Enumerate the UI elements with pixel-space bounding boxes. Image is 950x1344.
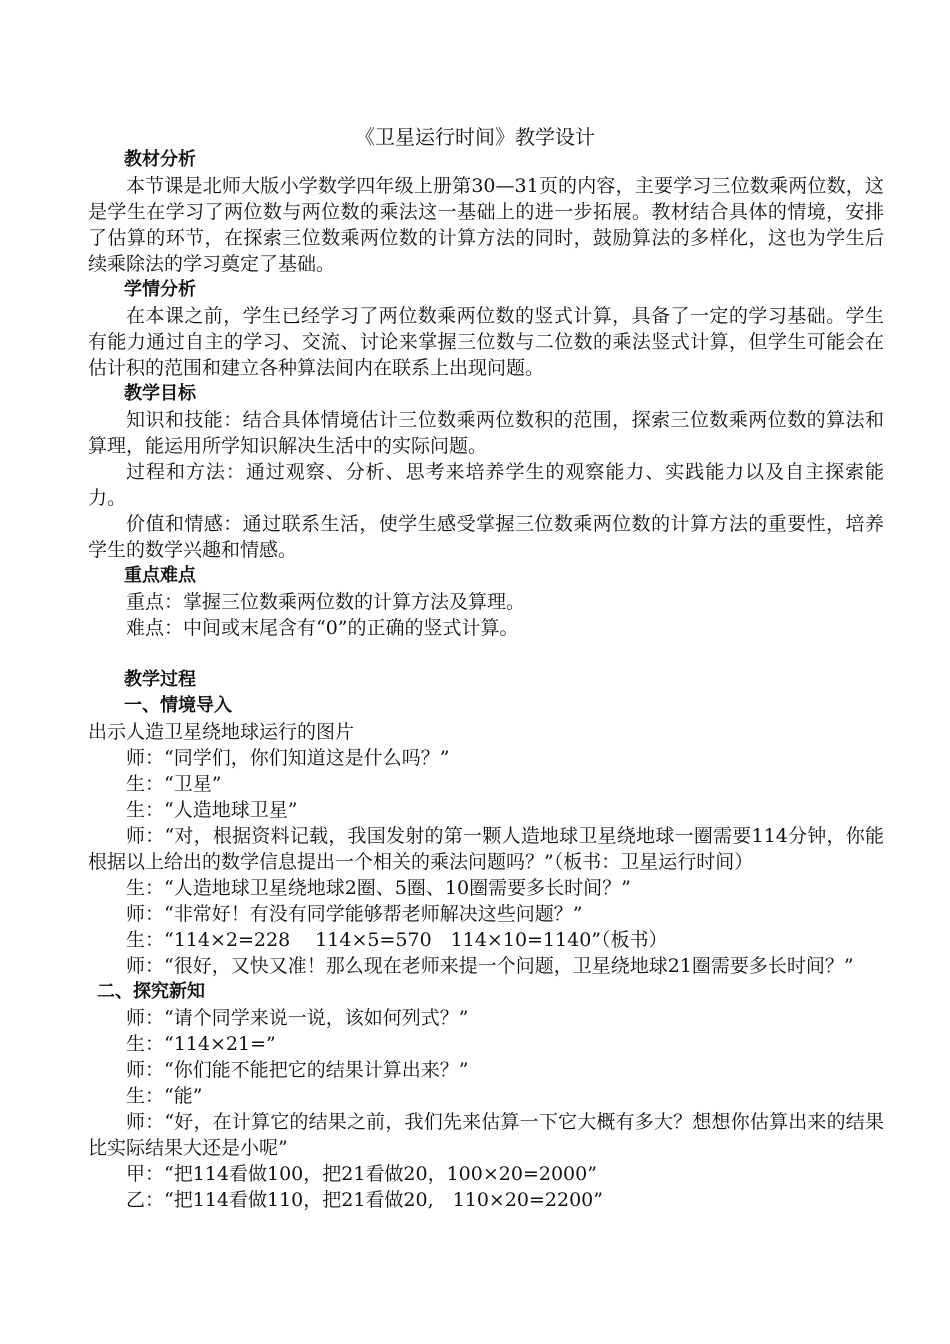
key-point: 重点：掌握三位数乘两位数的计算方法及算理。 [126,591,526,613]
heading-teaching-goals: 教学目标 [124,383,196,404]
document-title: 《卫星运行时间》教学设计 [355,125,595,149]
goal-knowledge: 知识和技能：结合具体情境估计三位数乘两位数积的范围，探索三位数乘两位数的算法和算理，能运用所学知识解决生活中的实际问题。 [88,409,884,457]
dialogue-line: 师：“同学们，你们知道这是什么吗？” [126,747,450,769]
heading-teaching-process: 教学过程 [124,669,196,690]
heading-student-analysis: 学情分析 [124,279,196,300]
dialogue-line: 生：“能” [126,1085,203,1107]
dialogue-line: 生：“卫星” [126,773,222,795]
dialogue-line: 生：“114×2=228 114×5=570 114×10=1140”（板书） [126,929,668,951]
heading-part1: 一、情境导入 [124,695,232,716]
paragraph-textbook-analysis: 本节课是北师大版小学数学四年级上册第30—31页的内容，主要学习三位数乘两位数，这是学生在学习了两位数与两位数的乘法这一基础上的进一步拓展。教材结合具体的情境，安排了估算的环节，在探索三位数乘两位数的计算方法的同时，鼓励算法的多样化，这也为学生后续乘除法的学习奠定了基础。 [88,175,884,275]
heading-key-points: 重点难点 [124,565,196,586]
dialogue-line: 师：“好，在计算它的结果之前，我们先来估算一下它大概有多大？想想你估算出来的结果比实际结果大还是小呢” [88,1111,884,1159]
dialogue-line: 师：“对，根据资料记载，我国发射的第一颗人造地球卫星绕地球一圈需要114分钟，你能根据以上给出的数学信息提出一个相关的乘法问题吗？”（板书：卫星运行时间） [88,825,884,873]
heading-textbook-analysis: 教材分析 [124,149,196,170]
dialogue-line: 生：“人造地球卫星” [126,799,298,821]
dialogue-line: 甲：“把114看做100，把21看做20，100×20=2000” [126,1163,597,1185]
dialogue-line: 师：“你们能不能把它的结果计算出来？” [126,1059,469,1081]
difficult-point: 难点：中间或末尾含有“0”的正确的竖式计算。 [126,617,519,639]
goal-process: 过程和方法：通过观察、分析、思考来培养学生的观察能力、实践能力以及自主探索能力。 [88,461,884,509]
paragraph-student-analysis: 在本课之前，学生已经学习了两位数乘两位数的竖式计算，具备了一定的学习基础。学生有能力通过自主的学习、交流、讨论来掌握三位数与二位数的乘法竖式计算，但学生可能会在估计积的范围和建立各种算法间内在联系上出现问题。 [88,305,884,379]
dialogue-line: 师：“请个同学来说一说，该如何列式？” [126,1007,469,1029]
goal-values: 价值和情感：通过联系生活，使学生感受掌握三位数乘两位数的计算方法的重要性，培养学生的数学兴趣和情感。 [88,513,884,561]
part1-intro: 出示人造卫星绕地球运行的图片 [88,721,355,743]
heading-part2: 二、探究新知 [97,981,205,1002]
dialogue-line: 生：“人造地球卫星绕地球2圈、5圈、10圈需要多长时间？” [126,877,631,899]
document-body [88,147,884,1213]
dialogue-line: 生：“114×21=” [126,1033,276,1055]
dialogue-line: 师：“很好，又快又准！那么现在老师来提一个问题，卫星绕地球21圈需要多长时间？” [126,955,854,977]
dialogue-line: 师：“非常好！有没有同学能够帮老师解决这些问题？” [126,903,583,925]
dialogue-line: 乙：“把114看做110，把21看做20, 110×20=2200” [126,1189,603,1211]
spacer [88,641,884,667]
